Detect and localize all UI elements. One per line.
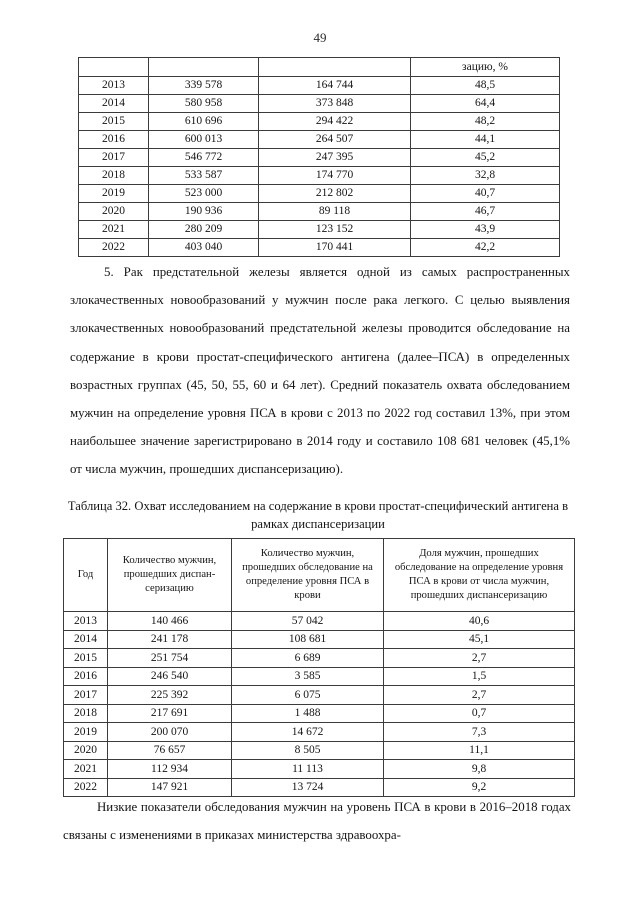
table-cell: 9,2: [384, 778, 575, 797]
table-row: [79, 113, 560, 131]
table-row: [64, 649, 575, 668]
table-cell: 294 422: [259, 113, 411, 131]
table-cell: 610 696: [149, 113, 259, 131]
table-cell: 251 754: [108, 649, 232, 668]
table-cell: 7,3: [384, 723, 575, 742]
table-continued-header-cell: [259, 58, 411, 77]
table-row: [79, 167, 560, 185]
column-header: Доля мужчин, прошедших обследование на определение уровня ПСА в крови от числа мужчин, прошедших диспансеризацию: [384, 539, 575, 612]
table-cell: 373 848: [259, 95, 411, 113]
table-cell: 45,2: [411, 149, 560, 167]
table-cell: 6 689: [232, 649, 384, 668]
table-cell: 64,4: [411, 95, 560, 113]
column-header: Количество мужчин, прошедших обследование на определение уровня ПСА в крови: [232, 539, 384, 612]
table-cell: 2013: [79, 77, 149, 95]
table-cell: 123 152: [259, 221, 411, 239]
table-cell: 1 488: [232, 704, 384, 723]
table-cell: 44,1: [411, 131, 560, 149]
table-row: [79, 95, 560, 113]
table-psa-screening: [63, 538, 575, 797]
table-cell: 32,8: [411, 167, 560, 185]
table-cell: 40,6: [384, 612, 575, 631]
table-cell: 241 178: [108, 630, 232, 649]
table-cell: 280 209: [149, 221, 259, 239]
table-cell: 147 921: [108, 778, 232, 797]
table-row: [64, 686, 575, 705]
table-cell: 403 040: [149, 239, 259, 257]
table-cell: 246 540: [108, 667, 232, 686]
table-row: [79, 185, 560, 203]
table-cell: 9,8: [384, 760, 575, 779]
table-cell: 2020: [64, 741, 108, 760]
table-cell: 2021: [64, 760, 108, 779]
table-cell: 247 395: [259, 149, 411, 167]
column-header: Год: [64, 539, 108, 612]
table-row: [79, 221, 560, 239]
table-cell: 140 466: [108, 612, 232, 631]
table-cell: 2018: [79, 167, 149, 185]
table-cell: 546 772: [149, 149, 259, 167]
table-cell: 2016: [79, 131, 149, 149]
page-number: 49: [313, 30, 327, 45]
table-cell: 339 578: [149, 77, 259, 95]
table-cell: 2017: [64, 686, 108, 705]
table-cell: 46,7: [411, 203, 560, 221]
table-cell: 11,1: [384, 741, 575, 760]
table-cell: 2016: [64, 667, 108, 686]
table-cell: 2013: [64, 612, 108, 631]
table-row: [64, 723, 575, 742]
table-cell: 200 070: [108, 723, 232, 742]
table-row: [64, 612, 575, 631]
table-cell: 2015: [79, 113, 149, 131]
table-cell: 2014: [79, 95, 149, 113]
table-cell: 217 691: [108, 704, 232, 723]
table-row: [79, 149, 560, 167]
table-cell: 523 000: [149, 185, 259, 203]
paragraph-low-rates: Низкие показатели обследования мужчин на уровень ПСА в крови в 2016–2018 годах связаны с изменениями в приказах министерства здравоохра-: [63, 800, 571, 843]
table-psa-header-row: [64, 539, 575, 612]
table-psa-header: [64, 539, 575, 612]
table-32-caption: Таблица 32. Охват исследованием на содержание в крови простат-специфический антигена в рамках диспансеризации: [67, 499, 569, 531]
table-row: [79, 131, 560, 149]
table-cell: 2018: [64, 704, 108, 723]
table-cell: 212 802: [259, 185, 411, 203]
table-row: [64, 741, 575, 760]
table-cell: 8 505: [232, 741, 384, 760]
table-cell: 3 585: [232, 667, 384, 686]
table-row: [64, 704, 575, 723]
table-cell: 112 934: [108, 760, 232, 779]
table-cell: 40,7: [411, 185, 560, 203]
table-cell: 2022: [79, 239, 149, 257]
table-continued-header-cell: [79, 58, 149, 77]
table-continued-from-previous-page: [78, 57, 560, 257]
table-cell: 2021: [79, 221, 149, 239]
table-row: [64, 667, 575, 686]
table-cell: 600 013: [149, 131, 259, 149]
table-row: [79, 77, 560, 95]
table-cell: 533 587: [149, 167, 259, 185]
table-cell: 48,2: [411, 113, 560, 131]
column-header: Количество мужчин, прошедших диспан-серизацию: [108, 539, 232, 612]
table-cell: 2019: [79, 185, 149, 203]
table-cell: 225 392: [108, 686, 232, 705]
table-row: [79, 239, 560, 257]
table-continued-body: [79, 58, 560, 257]
table-cell: 13 724: [232, 778, 384, 797]
table-cell: 2019: [64, 723, 108, 742]
table-cell: 174 770: [259, 167, 411, 185]
table-cell: 48,5: [411, 77, 560, 95]
table-continued-header-fragment-row: [79, 58, 560, 77]
table-cell: 14 672: [232, 723, 384, 742]
table-continued-header-cell: зацию, %: [411, 58, 560, 77]
paragraph-prostate-cancer: 5. Рак предстательной железы является одной из самых распространенных злокачественных новообразований у мужчин после рака легкого. С целью выявления злокачественных новообразований предстательной железы проводится обследование на содержание в крови простат-специфического антигена (далее–ПСА) в определенных возрастных группах (45, 50, 55, 60 и 64 лет). Средний показатель охвата обследованием мужчин на определение уровня ПСА в крови с 2013 по 2022 год составил 13%, при этом наибольшее значение зарегистрировано в 2014 году и составило 108 681 человек (45,1% от числа мужчин, прошедших диспансеризацию).: [70, 265, 570, 477]
table-cell: 264 507: [259, 131, 411, 149]
table-cell: 2,7: [384, 649, 575, 668]
table-cell: 190 936: [149, 203, 259, 221]
table-cell: 76 657: [108, 741, 232, 760]
table-cell: 2020: [79, 203, 149, 221]
table-cell: 2015: [64, 649, 108, 668]
table-cell: 2017: [79, 149, 149, 167]
table-row: [79, 203, 560, 221]
table-cell: 2022: [64, 778, 108, 797]
table-cell: 1,5: [384, 667, 575, 686]
table-continued-header-cell: [149, 58, 259, 77]
table-cell: 45,1: [384, 630, 575, 649]
table-cell: 580 958: [149, 95, 259, 113]
table-cell: 11 113: [232, 760, 384, 779]
table-cell: 6 075: [232, 686, 384, 705]
table-cell: 2014: [64, 630, 108, 649]
table-row: [64, 760, 575, 779]
table-cell: 0,7: [384, 704, 575, 723]
table-cell: 170 441: [259, 239, 411, 257]
table-cell: 43,9: [411, 221, 560, 239]
table-cell: 42,2: [411, 239, 560, 257]
table-cell: 57 042: [232, 612, 384, 631]
table-cell: 164 744: [259, 77, 411, 95]
table-cell: 2,7: [384, 686, 575, 705]
table-row: [64, 630, 575, 649]
table-cell: 108 681: [232, 630, 384, 649]
table-cell: 89 118: [259, 203, 411, 221]
table-psa-body: [64, 612, 575, 797]
